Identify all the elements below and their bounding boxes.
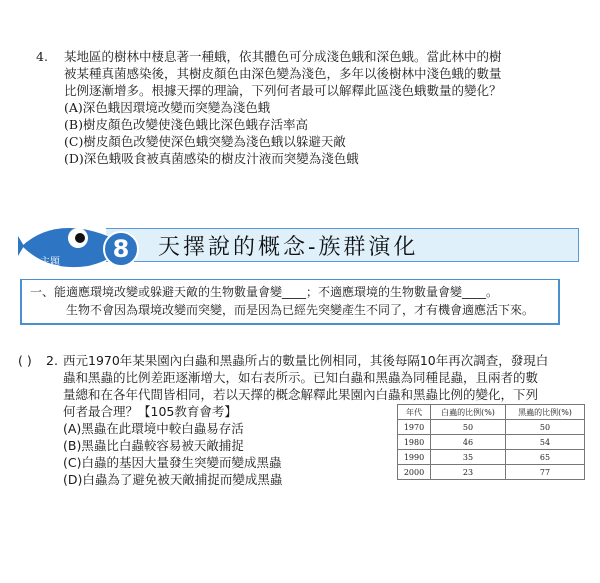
table-cell: 54 [506,435,585,450]
question-stem-line: 被某種真菌感染後，其樹皮顏色由深色變為淺色，多年以後樹林中淺色蛾的數量 [64,66,502,81]
table-header: 白蟲的比例(%) [431,405,506,420]
table-header: 黑蟲的比例(%) [506,405,585,420]
table-header: 年代 [398,405,431,420]
table-cell: 77 [506,465,585,480]
table-row [398,435,585,450]
ratio-table [397,404,585,480]
topic-title: 天擇說的概念-族群演化 [158,235,419,260]
table-cell: 1980 [398,435,431,450]
question-stem-line: 何者最合理？【105教育會考】 [63,404,237,419]
concept-line-1: 一、能適應環境改變或躲避天敵的生物數量會變____；不適應環境的生物數量會變____。 [30,285,499,299]
question-stem-line: 西元1970年某果園內白蟲和黑蟲所占的數量比例相同，其後每隔10年再次調查，發現白 [63,353,549,368]
option-c: (C)樹皮顏色改變使深色蛾突變為淺色蛾以躲避天敵 [64,134,346,149]
question-stem-line: 量總和在各年代間皆相同，若以天擇的概念解釋此果園內白蟲和黑蟲比例的變化，下列 [63,387,539,402]
table-cell: 35 [431,450,506,465]
option-c: (C)白蟲的基因大量發生突變而變成黑蟲 [63,455,282,470]
topic-number: 8 [112,235,130,263]
topic-banner [18,218,578,274]
question-number: 2. [46,353,58,368]
option-a: (A)黑蟲在此環境中較白蟲易存活 [63,421,244,436]
table-cell: 1970 [398,420,431,435]
answer-blank: ( ) [18,353,32,368]
table-cell: 65 [506,450,585,465]
question-stem-line: 蟲和黑蟲的比例差距逐漸增大，如右表所示。已知白蟲和黑蟲為同種昆蟲，且兩者的數 [63,370,539,385]
question-4 [36,48,576,167]
table-header-row [398,405,585,420]
table-cell: 50 [506,420,585,435]
table-cell: 50 [431,420,506,435]
table-cell: 1990 [398,450,431,465]
table-cell: 23 [431,465,506,480]
question-stem-line: 比例逐漸增多。根據天擇的理論，下列何者最可以解釋此區淺色蛾數量的變化？ [64,83,502,98]
question-stem-line: 某地區的樹林中棲息著一種蛾，依其體色可分成淺色蛾和深色蛾。當此林中的樹 [64,49,502,64]
topic-label: 主題 [40,257,60,268]
option-b: (B)黑蟲比白蟲較容易被天敵捕捉 [63,438,244,453]
option-d: (D)白蟲為了避免被天敵捕捉而變成黑蟲 [63,472,283,487]
option-a: (A)深色蛾因環境改變而突變為淺色蛾 [64,100,271,115]
table-cell: 46 [431,435,506,450]
option-d: (D)深色蛾吸食被真菌感染的樹皮汁液而突變為淺色蛾 [64,151,359,166]
option-b: (B)樹皮顏色改變使淺色蛾比深色蛾存活率高 [64,117,308,132]
table-row [398,450,585,465]
question-body [64,48,576,167]
table-row [398,420,585,435]
table-cell: 2000 [398,465,431,480]
concept-line-2: 生物不會因為環境改變而突變，而是因為已經先突變產生不同了，才有機會適應活下來。 [66,303,535,317]
question-number: 4. [36,49,48,64]
concept-box [20,279,560,325]
table-row [398,465,585,480]
